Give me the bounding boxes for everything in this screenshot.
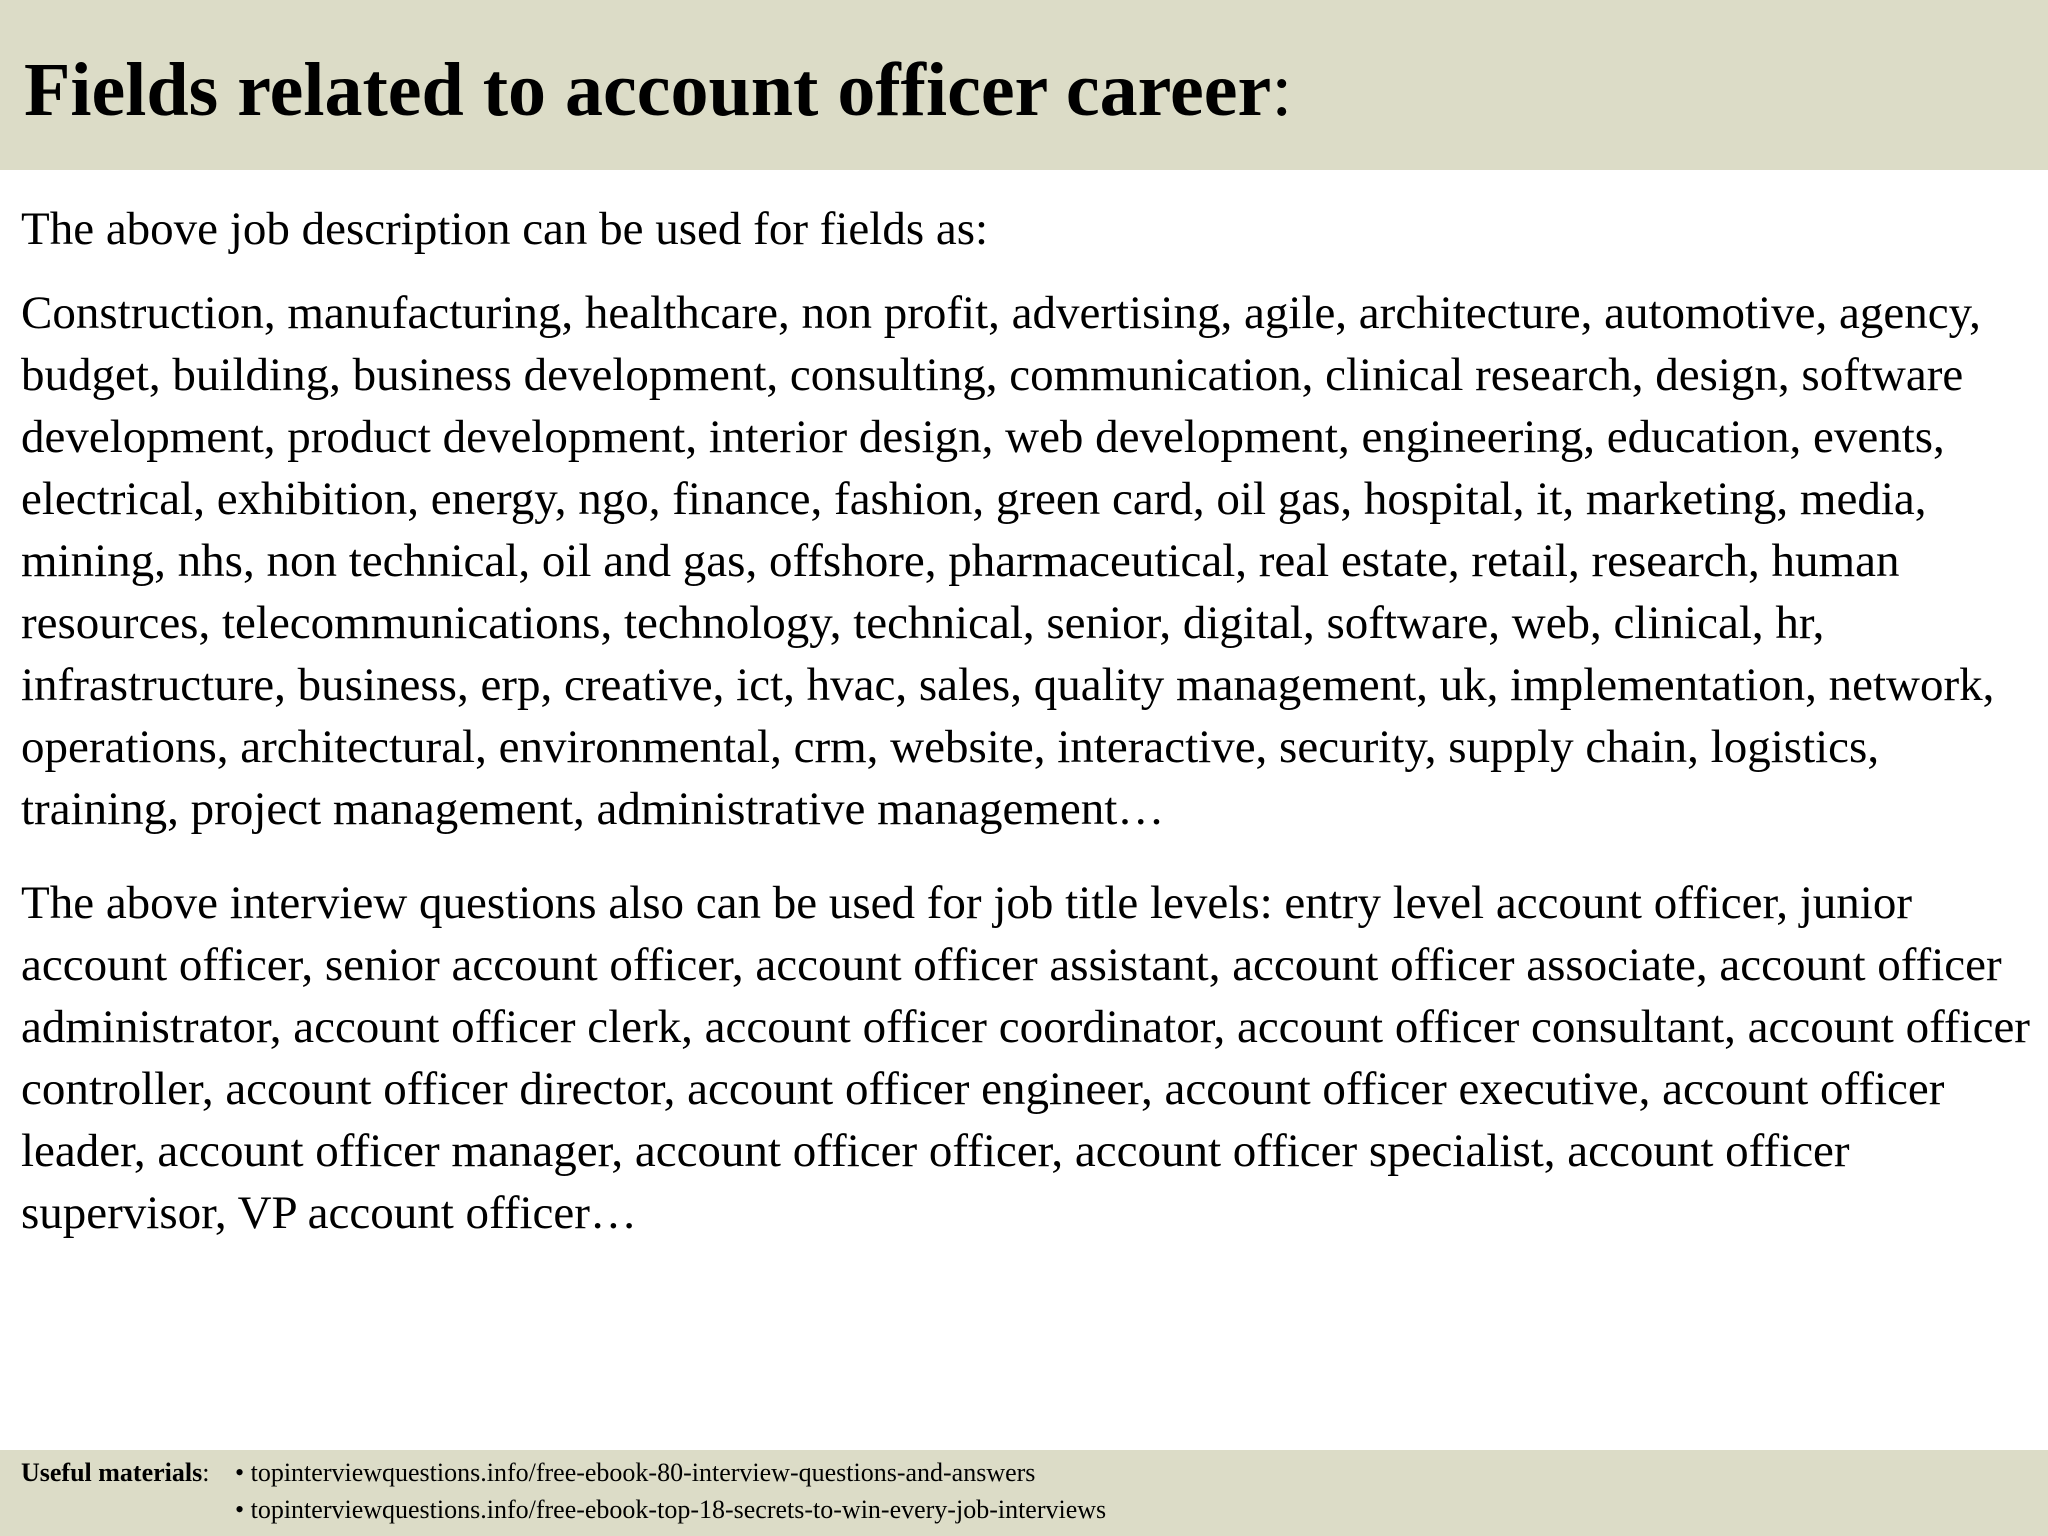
slide-title — [24, 44, 1292, 136]
useful-materials-label-text: Useful materials — [21, 1458, 203, 1487]
job-levels-text: The above interview questions also can be used for job title levels: entry level account officer, junior account officer, senior account officer, account officer assistant, account officer associate, account officer administrator, account officer clerk, account officer coordinator, account officer consultant, account officer controller, account officer director, account officer engineer, account officer executive, account officer leader, account officer manager, account officer officer, account officer specialist, account officer supervisor, VP account officer… — [21, 877, 2030, 1239]
useful-materials-links — [235, 1454, 1106, 1528]
useful-material-link-2: • topinterviewquestions.info/free-ebook-top-18-secrets-to-win-every-job-interviews — [235, 1495, 1107, 1524]
fields-list: Construction, manufacturing, healthcare, non profit, advertising, agile, architecture, automotive, agency, budget, building, business development, consulting, communication, clinical research, design, software development, product development, interior design, web development, engineering, education, events, electrical, exhibition, energy, ngo, finance, fashion, green card, oil gas, hospital, it, marketing, media, mining, nhs, non technical, oil and gas, offshore, pharmaceutical, real estate, retail, research, human resources, telecommunications, technology, technical, senior, digital, software, web, clinical, hr, infrastructure, business, erp, creative, ict, hvac, sales, quality management, uk, implementation, network, operations, architectural, environmental, crm, website, interactive, security, supply chain, logistics, training, project management, administrative management… — [21, 287, 1995, 835]
footer-bar — [0, 1450, 2048, 1536]
title-bar — [0, 0, 2048, 170]
useful-materials-label — [21, 1454, 209, 1491]
slide-title-colon: : — [1271, 48, 1293, 132]
useful-materials-label-colon: : — [202, 1458, 210, 1487]
slide-title-text: Fields related to account officer career — [24, 48, 1272, 132]
intro-text: The above job description can be used for fields as: — [21, 203, 989, 255]
useful-material-link-1: • topinterviewquestions.info/free-ebook-80-interview-questions-and-answers — [235, 1458, 1036, 1487]
slide-body — [21, 198, 2031, 1244]
